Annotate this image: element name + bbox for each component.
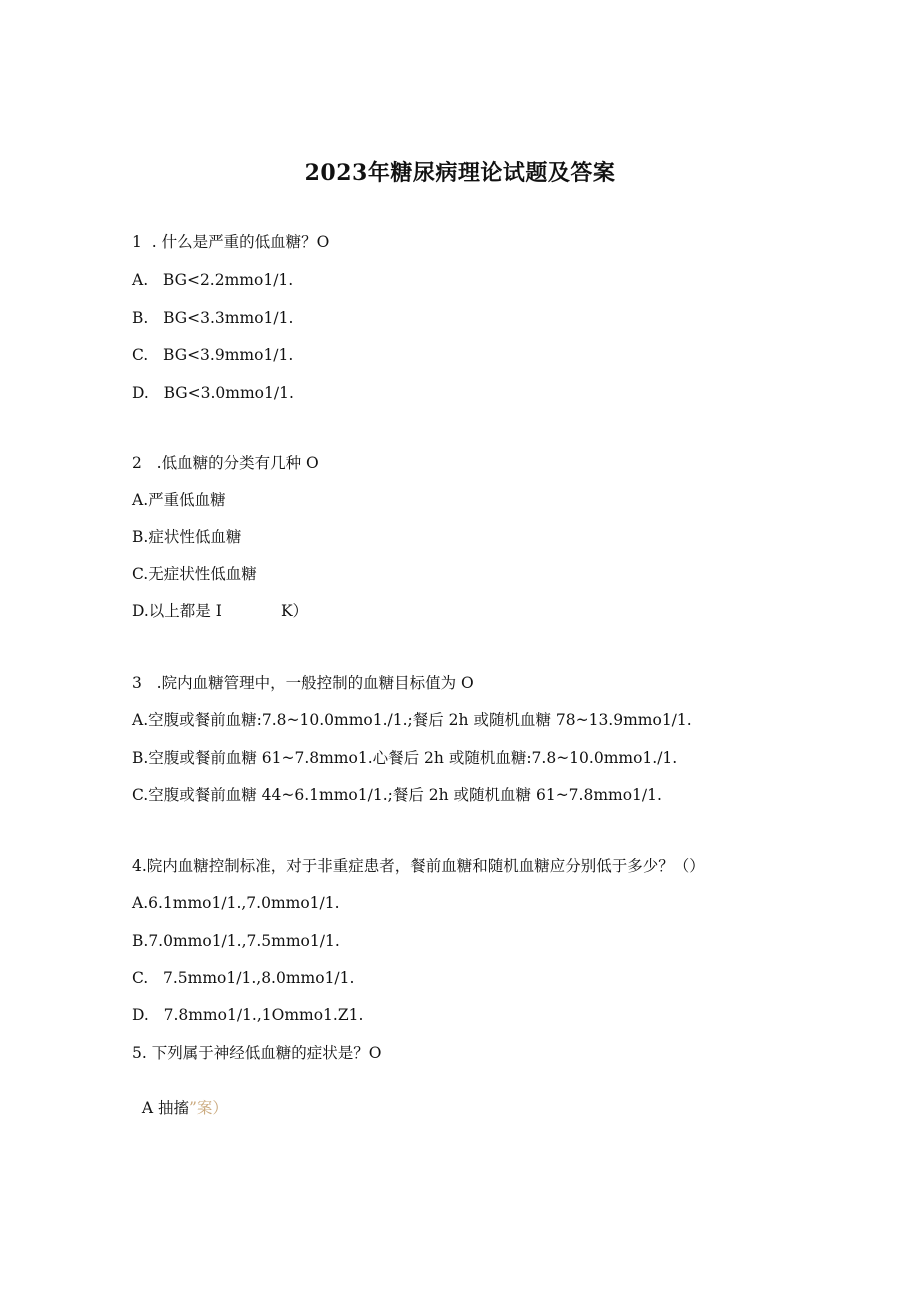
faded-answer-mark: ”案） [188, 1099, 228, 1117]
question-3-option-c: C.空腹或餐前血糖 44~6.1mmo1∕1.;餐后 2h 或随机血糖 61~7.8mmo1∕1. [132, 786, 662, 804]
question-3-option-b: B.空腹或餐前血糖 61~7.8mmo1.心餐后 2h 或随机血糖:7.8~10.0mmo1./1. [132, 749, 678, 767]
question-2-stem: 2 .低血糖的分类有几种 O [132, 454, 319, 472]
question-1-option-c: C. BG<3.9mmo1∕1. [132, 346, 294, 364]
question-1-option-d: D. BG<3.0mmo1∕1. [132, 384, 294, 402]
question-4-option-b: B.7.0mmo1∕1.,7.5mmo1∕1. [132, 932, 340, 950]
question-4-option-a: A.6.1mmo1∕1.,7.0mmo1∕1. [132, 894, 340, 912]
question-1-option-b: B. BG<3.3mmo1∕1. [132, 309, 294, 327]
question-5-option-a [132, 1078, 228, 1118]
question-3-option-a: A.空腹或餐前血糖:7.8~10.0mmo1./1.;餐后 2h 或随机血糖 78~13.9mmo1∕1. [132, 711, 692, 729]
question-5-stem: 5. 下列属于神经低血糖的症状是？O [132, 1044, 382, 1062]
question-1-stem: 1 . 什么是严重的低血糖？O [132, 233, 330, 251]
question-4-option-c: C. 7.5mmo1∕1.,8.0mmo1∕1. [132, 969, 355, 987]
question-2-option-b: B.症状性低血糖 [132, 528, 242, 546]
question-4-stem: 4.院内血糖控制标准，对于非重症患者，餐前血糖和随机血糖应分别低于多少？（） [132, 857, 705, 875]
question-2-option-c: C.无症状性低血糖 [132, 565, 257, 583]
question-3-stem: 3 .院内血糖管理中，一般控制的血糖目标值为 O [132, 674, 474, 692]
question-4-option-d: D. 7.8mmo1∕1.,1Ommo1.Z1. [132, 1006, 364, 1024]
page-title: 2023年糖尿病理论试题及答案 [304, 160, 616, 186]
option-text: A 抽搐 [141, 1099, 189, 1117]
question-2-option-d: D.以上都是 I K） [132, 602, 309, 620]
question-1-option-a: A. BG<2.2mmo1∕1. [132, 271, 294, 289]
question-2-option-a: A.严重低血糖 [132, 491, 226, 509]
